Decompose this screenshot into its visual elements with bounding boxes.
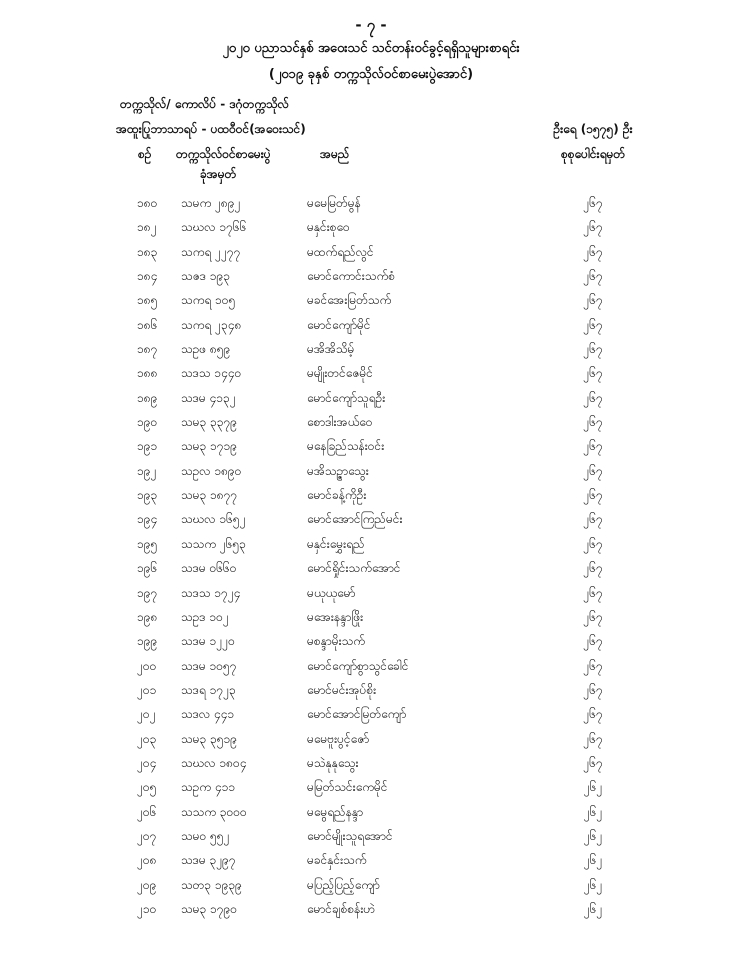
reg-number: သတ၃ ၁၉၃၉ — [181, 877, 242, 892]
student-name: မနှင်းမွှေးရည် — [307, 536, 365, 551]
row-number: ၁၈၅ — [137, 293, 158, 308]
table-row — [0, 483, 742, 507]
row-number: ၂၀၈ — [137, 853, 157, 868]
total-score: ၂၆၇ — [583, 342, 603, 357]
student-name: မမျိုးတင်ဇေမိုင် — [307, 366, 373, 381]
row-number: ၁၉၀ — [137, 415, 158, 430]
reg-number: သမက ၂၈၉၂ — [181, 196, 241, 210]
student-name: မောင်ကျော်မိုင် — [307, 317, 371, 332]
table-row — [0, 313, 742, 337]
reg-number: သဃလ ၁၇၆၆ — [181, 220, 247, 235]
total-score: ၂၆၇ — [583, 220, 603, 235]
student-name: မမေဗူးပွင့်ဇော် — [307, 731, 370, 746]
table-row — [0, 191, 742, 215]
header-no: စဉ် — [138, 147, 152, 161]
row-number: ၁၉၅ — [137, 536, 158, 551]
major-line: အထူးပြုဘာသာရပ် - ပထဝီဝင်(အဝေးသင်) — [116, 122, 306, 136]
total-score: ၂၆၇ — [583, 755, 603, 770]
student-name: မထက်ရည်လွင် — [307, 244, 374, 259]
table-row — [0, 800, 742, 824]
total-score: ၂၆၇ — [583, 317, 603, 332]
reg-number: သဥဖ ၈၅၉ — [181, 342, 231, 357]
table-row — [0, 386, 742, 410]
row-number: ၁၉၃ — [137, 488, 158, 503]
table-row — [0, 361, 742, 385]
results-table — [0, 191, 742, 921]
reg-number: သဒမ ၁၂၂၀ — [181, 634, 235, 649]
table-row — [0, 215, 742, 239]
row-number: ၂၀၅ — [137, 780, 157, 795]
row-number: ၁၈၀ — [137, 196, 158, 210]
student-name: မောင်အောင်မြတ်ကျော် — [307, 707, 407, 722]
student-name: မောင်ခန့်ကိုဦး — [307, 488, 367, 503]
total-score: ၂၆၇ — [583, 731, 603, 746]
total-score: ၂၆၇ — [583, 463, 603, 478]
student-name: မအေးနန္ဒာဖြိုး — [307, 609, 364, 624]
student-name: မမြတ်သင်းကေမိုင် — [307, 780, 388, 795]
student-name: မအိသဉ္ဇာသွေး — [307, 463, 369, 478]
document-subtitle: (၂၀၁၉ ခုနှစ် တက္ကသိုလ်ဝင်စာမေးပွဲအောင်) — [268, 67, 474, 82]
reg-number: သဃလ ၁၈၀၄ — [181, 755, 247, 770]
reg-number: သဒရ ၁၇၂၃ — [181, 682, 236, 697]
reg-number: သဥက ၄၁၁ — [181, 780, 236, 795]
row-number: ၁၈၇ — [137, 342, 158, 357]
total-score: ၂၆၂ — [583, 780, 603, 795]
total-score: ၂၆၂ — [583, 853, 603, 868]
reg-number: သဒသ ၁၄၄၀ — [181, 366, 242, 381]
table-row — [0, 654, 742, 678]
total-score: ၂၆၇ — [583, 609, 603, 624]
table-row — [0, 605, 742, 629]
total-score: ၂၆၇ — [583, 707, 603, 722]
reg-number: သသက ၂၆၅၃ — [181, 536, 246, 551]
reg-number: သဒမ ၁၀၅၇ — [181, 658, 237, 673]
student-name: မောင်ကျော်သူရဦး — [307, 390, 386, 405]
reg-number: သဒမ ၄၁၃၂ — [181, 390, 236, 405]
row-number: ၁၉၉ — [137, 634, 158, 649]
total-score: ၂၆၇ — [583, 390, 603, 405]
row-number: ၁၉၇ — [137, 585, 158, 600]
student-name: မနေခြည်သန်းဝင်း — [307, 439, 385, 454]
row-number: ၁၈၉ — [137, 390, 158, 405]
page-number: - ၇ - — [355, 16, 387, 34]
reg-number: သဒမ ၃၂၉၇ — [181, 853, 236, 868]
row-number: ၁၈၂ — [137, 220, 157, 235]
total-score: ၂၆၇ — [583, 634, 603, 649]
total-score: ၂၆၇ — [583, 536, 603, 551]
total-score: ၂၆၇ — [583, 658, 603, 673]
reg-number: သမဝ ၅၅၂ — [181, 828, 230, 843]
total-score: ၂၆၇ — [583, 415, 603, 430]
student-name: မမွေရည်နန္ဒာ — [307, 804, 364, 819]
row-number: ၁၈၃ — [137, 244, 158, 259]
total-score: ၂၆၇ — [583, 244, 603, 259]
total-score: ၂၆၇ — [583, 488, 603, 503]
student-name: မောင်ချစ်စန်းဟဲ — [307, 901, 376, 916]
reg-number: သဒလ ၄၄၁ — [181, 707, 235, 722]
table-row — [0, 264, 742, 288]
total-score: ၂၆၇ — [583, 585, 603, 600]
table-row — [0, 556, 742, 580]
table-row — [0, 288, 742, 312]
reg-number: သကရ ၂၂၇၇ — [181, 244, 241, 259]
table-row — [0, 775, 742, 799]
total-score: ၂၆၇ — [583, 269, 603, 284]
total-score: ၂၆၇ — [583, 512, 603, 527]
student-name: မယုယုမော် — [307, 585, 356, 600]
student-name: မသဲနုနုသွေး — [307, 755, 359, 770]
row-number: ၂၀၄ — [137, 755, 157, 770]
row-number: ၂၀၆ — [137, 804, 157, 819]
student-name: မောင်မင်းအုပ်စိုး — [307, 682, 377, 697]
reg-number: သသက ၃၀၀၀ — [181, 804, 247, 819]
reg-number: သမ၃ ၃၅၁၉ — [181, 731, 238, 746]
table-row — [0, 337, 742, 361]
student-name: မစန္ဒာမိုးသက် — [307, 634, 365, 649]
row-number: ၁၉၈ — [137, 609, 158, 624]
table-row — [0, 410, 742, 434]
header-reg-number-line2: ခုံအမှတ် — [200, 167, 237, 181]
reg-number: သဥဒ ၁၀၂ — [181, 609, 229, 624]
header-name: အမည် — [320, 147, 350, 161]
row-number: ၂၀၁ — [137, 682, 157, 697]
table-row — [0, 678, 742, 702]
document-title: ၂၀၂၀ ပညာသင်နှစ် အဝေးသင် သင်တန်းဝင်ခွင့်ရရှိသူများစာရင်း — [222, 41, 520, 56]
table-row — [0, 897, 742, 921]
row-number: ၁၉၄ — [137, 512, 158, 527]
total-score: ၂၆၇ — [583, 366, 603, 381]
table-row — [0, 459, 742, 483]
table-row — [0, 751, 742, 775]
header-total-score: စုစုပေါင်းရမှတ် — [560, 147, 626, 161]
row-number: ၁၉၆ — [137, 561, 158, 576]
university-line: တက္ကသိုလ်/ ကောလိပ် - ဒဂုံတက္ကသိုလ် — [120, 97, 289, 111]
reg-number: သဒသ ၁၇၂၄ — [181, 585, 241, 600]
header-reg-number: တက္ကသိုလ်ဝင်စာမေးပွဲ — [176, 147, 271, 161]
student-name: မပြည့်ပြည့်ကျော် — [307, 877, 380, 892]
reg-number: သမ၃ ၁၈၇၇ — [181, 488, 238, 503]
total-score: ၂၆၇ — [583, 682, 603, 697]
table-row — [0, 727, 742, 751]
student-name: မမေမြတ်မွန် — [307, 196, 361, 210]
total-score: ၂၆၂ — [583, 804, 603, 819]
row-number: ၂၀၇ — [137, 828, 157, 843]
row-number: ၂၀၀ — [137, 658, 157, 673]
reg-number: သဃလ ၁၆၅၂ — [181, 512, 246, 527]
table-row — [0, 873, 742, 897]
total-score: ၂၆၂ — [583, 901, 603, 916]
row-number: ၁၉၂ — [137, 463, 157, 478]
reg-number: သကရ ၂၃၄၈ — [181, 317, 242, 332]
reg-number: သဇဒ ၁၉၃ — [181, 269, 231, 284]
row-number: ၂၀၉ — [137, 877, 157, 892]
table-row — [0, 532, 742, 556]
reg-number: သဥလ ၁၈၉၀ — [181, 463, 242, 478]
student-name: မောင်ကောင်းသက်စံ — [307, 269, 395, 284]
row-number: ၁၈၄ — [137, 269, 158, 284]
table-row — [0, 629, 742, 653]
reg-number: သမ၃ ၁၇၉၀ — [181, 901, 238, 916]
student-name: စောဒါးအယ်ဝေ — [307, 415, 373, 430]
student-name: မအိအိသိမ့် — [307, 342, 355, 357]
total-count: ဦးရေ (၁၅၇၅) ဦး — [553, 122, 633, 136]
student-name: မနှင်းစုဝေ — [307, 220, 350, 235]
row-number: ၂၀၂ — [137, 707, 156, 722]
table-row — [0, 581, 742, 605]
total-score: ၂၆၇ — [583, 561, 603, 576]
total-score: ၂၆၇ — [583, 439, 603, 454]
table-row — [0, 848, 742, 872]
table-row — [0, 702, 742, 726]
row-number: ၂၁၀ — [137, 901, 157, 916]
student-name: မခင်နှင်းသက် — [307, 853, 367, 868]
total-score: ၂၆၂ — [583, 828, 603, 843]
reg-number: သမ၃ ၃၃၇၉ — [181, 415, 238, 430]
table-row — [0, 824, 742, 848]
student-name: မောင်ရှိုင်းသက်အောင် — [307, 561, 401, 576]
student-name: မောင်အောင်ကြည်မင်း — [307, 512, 403, 527]
reg-number: သကရ ၁၀၅ — [181, 293, 236, 308]
reg-number: သမ၃ ၁၇၁၉ — [181, 439, 238, 454]
student-name: မောင်မျိုးသူရအောင် — [307, 828, 393, 843]
row-number: ၁၈၆ — [137, 317, 158, 332]
total-score: ၂၆၂ — [583, 877, 603, 892]
row-number: ၁၉၁ — [137, 439, 158, 454]
row-number: ၁၈၈ — [137, 366, 158, 381]
student-name: မခင်အေးမြတ်သက် — [307, 293, 392, 308]
total-score: ၂၆၇ — [583, 293, 603, 308]
total-score: ၂၆၇ — [583, 196, 603, 210]
row-number: ၂၀၃ — [137, 731, 157, 746]
table-row — [0, 240, 742, 264]
table-row — [0, 434, 742, 458]
student-name: မောင်ကျော်စွာသွင်ခေါင် — [307, 658, 409, 673]
reg-number: သဒမ ၀၆၆၀ — [181, 561, 237, 576]
table-row — [0, 507, 742, 531]
